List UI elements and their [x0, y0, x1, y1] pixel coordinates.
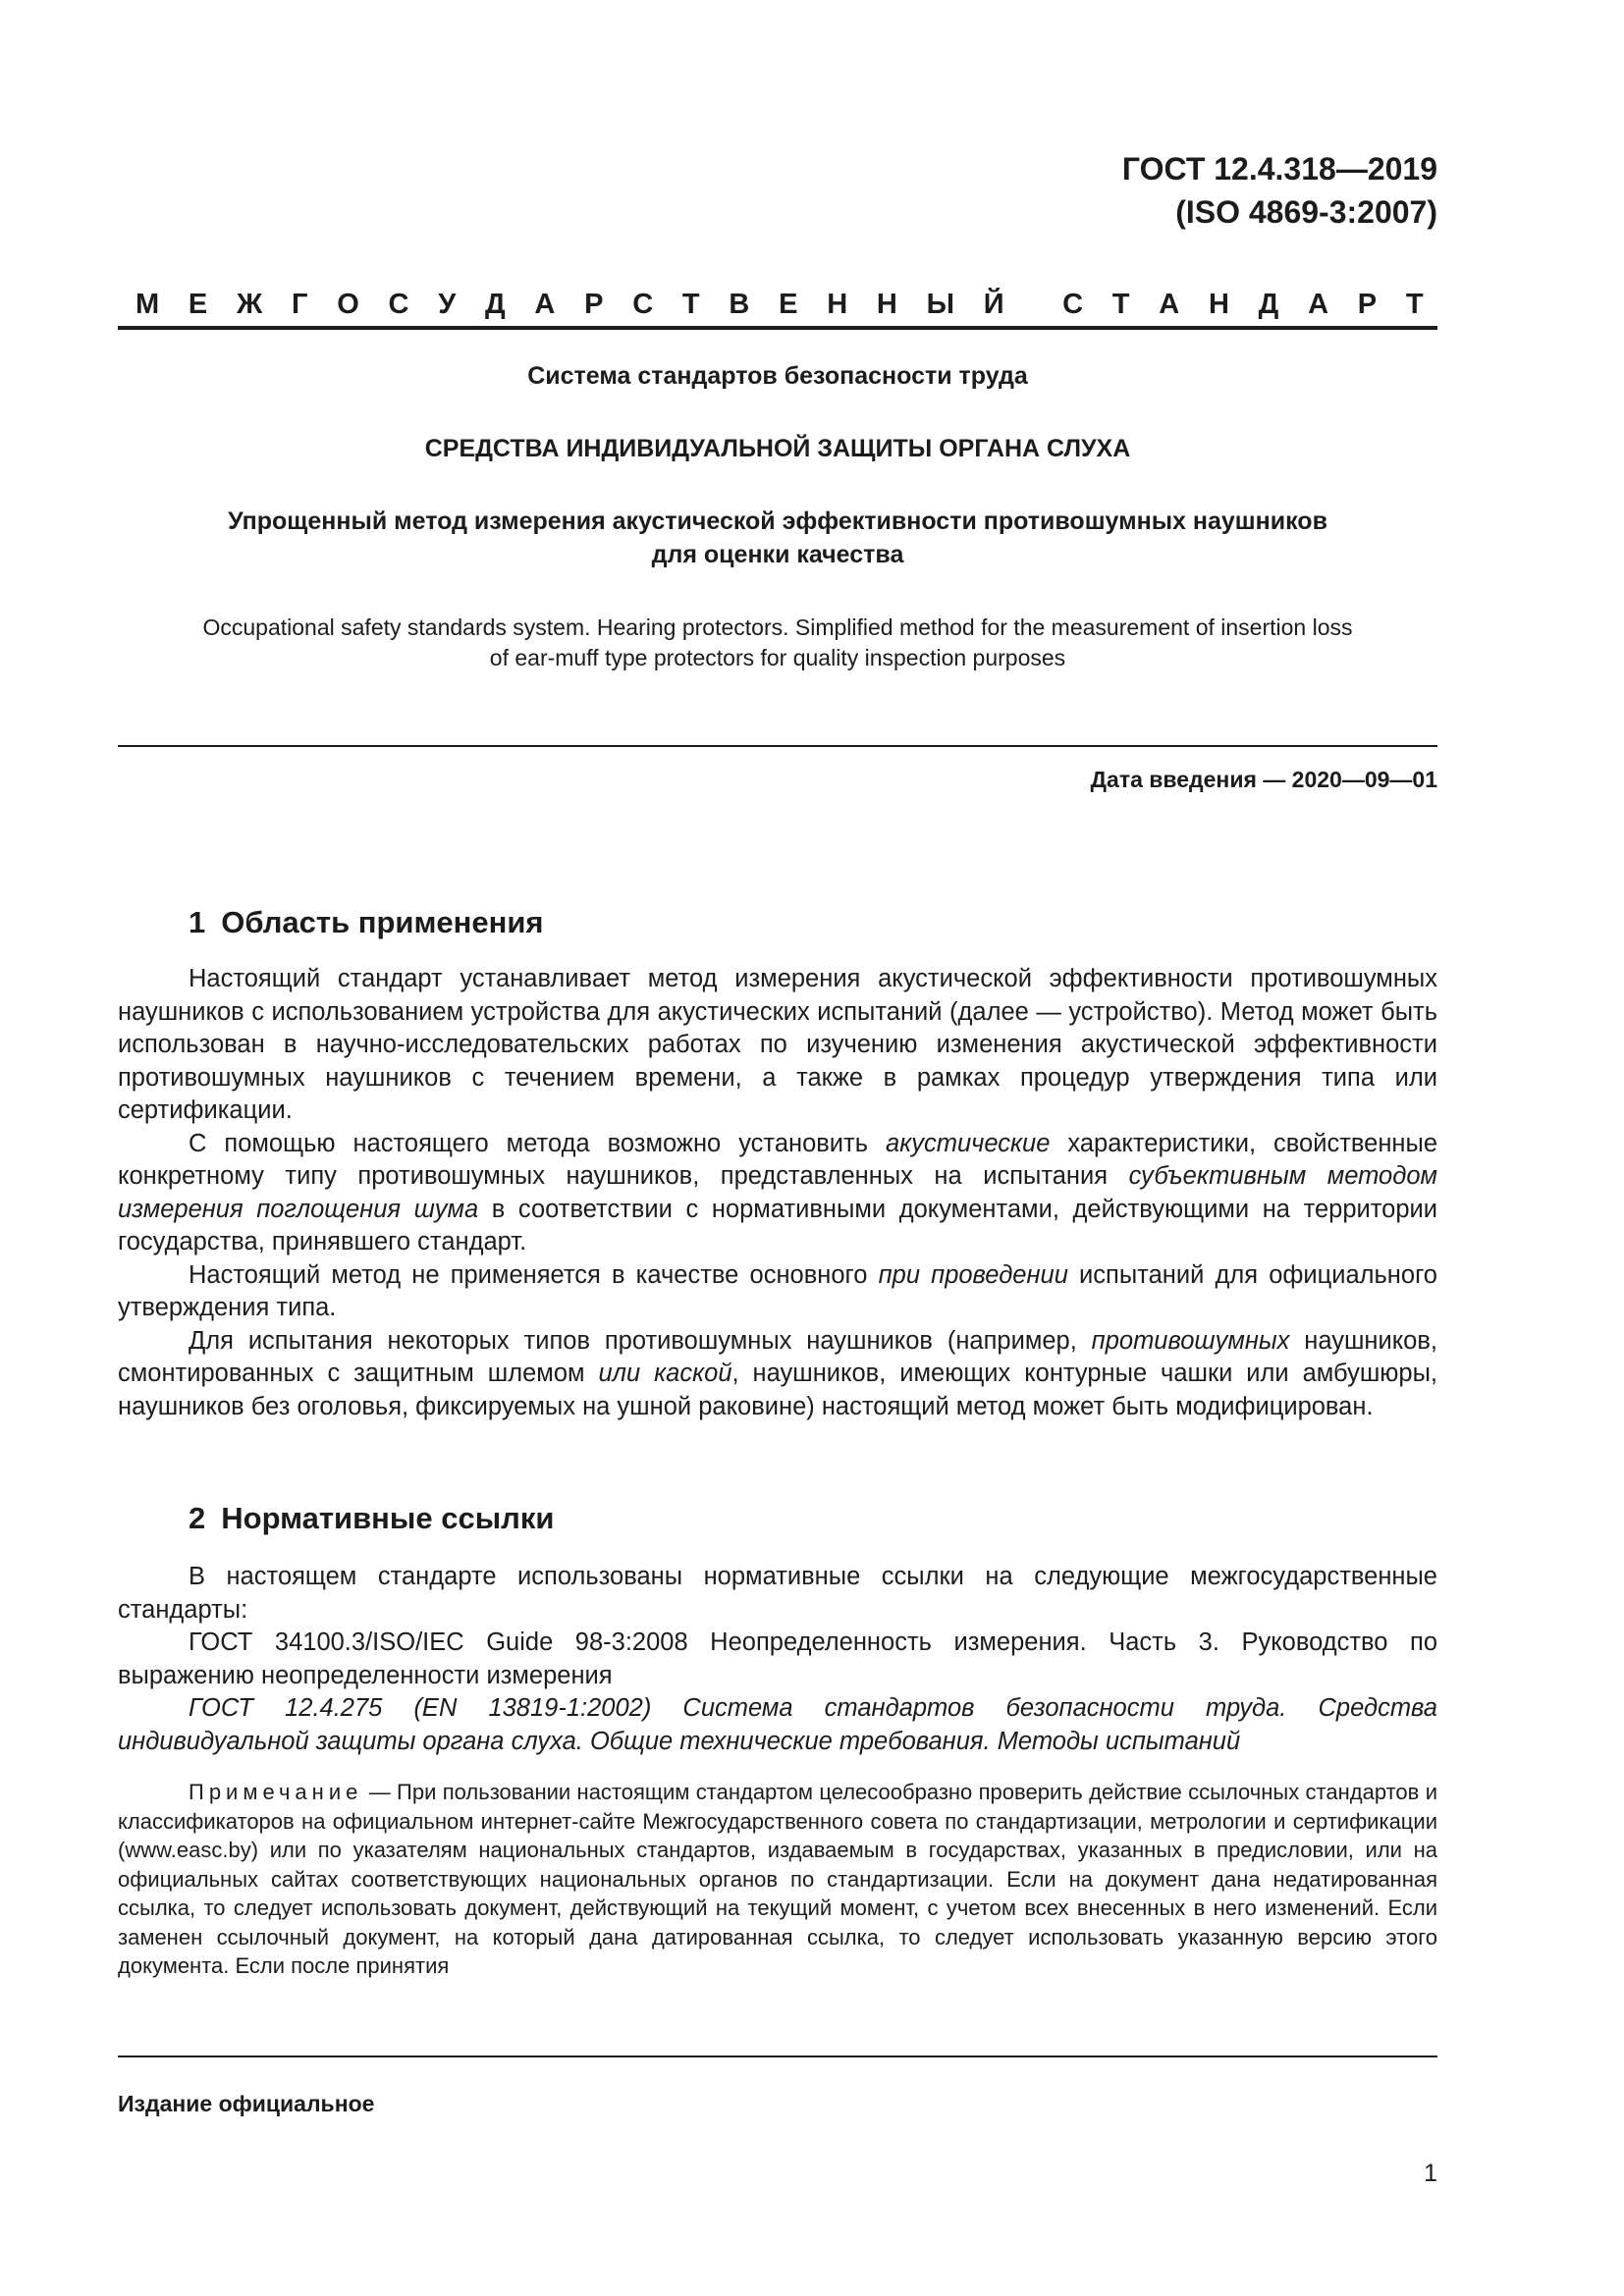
text-run: характеристики, свойственные конкретному типу противошумных наушников, представленных на испытания	[118, 1129, 1438, 1190]
note-paragraph	[118, 1778, 1437, 1981]
italic-run: противошумных	[1091, 1326, 1290, 1355]
text-run: С помощью настоящего метода возможно установить	[189, 1129, 887, 1157]
section-1-number: 1	[189, 905, 206, 939]
section-1-paragraph-4	[118, 1325, 1437, 1424]
reference-gost-12-4-275: ГОСТ 12.4.275 (EN 13819-1:2002) Система стандартов безопасности труда. Средства индивидуальной защиты органа слуха. Общие технические требования. Методы испытаний	[118, 1694, 1437, 1755]
heading-letter: Н	[876, 289, 897, 320]
section-1-heading	[189, 903, 544, 942]
header-rule	[118, 326, 1437, 330]
system-title: Система стандартов безопасности труда	[527, 362, 1028, 390]
heading-letter: Т	[1405, 289, 1424, 320]
heading-letter: С	[632, 289, 654, 320]
official-edition-label: Издание официальное	[118, 2091, 375, 2116]
section-1-paragraph-3	[118, 1259, 1437, 1325]
heading-letter: А	[534, 289, 556, 320]
heading-letter: Д	[1258, 289, 1279, 320]
reference-gost-34100: ГОСТ 34100.3/ISO/IEC Guide 98-3:2008 Неопределенность измерения. Часть 3. Руководство по выражению неопределенности измерения	[118, 1629, 1437, 1689]
english-title	[118, 613, 1437, 673]
heading-letter: С	[388, 289, 409, 320]
section-2-title: Нормативные ссылки	[221, 1501, 555, 1535]
heading-letter: Н	[827, 289, 848, 320]
heading-letter: Р	[584, 289, 604, 320]
note-text: — При пользовании настоящим стандартом целесообразно проверить действие ссылочных стандартов и классификаторов на официальном интернет-сайте Межгосударственного совета по стандартизации, метрологии и сертификации (www.easc.by) или по указателям национальных стандартов, издаваемым в государствах, указанных в предисловии, или на официальных сайтах соответствующих национальных органов по стандартизации. Если на документ дана недатированная ссылка, то следует использовать документ, действующий на текущий момент, с учетом всех внесенных в него изменений. Если заменен ссылочный документ, на который дана датированная ссылка, то следует использовать указанную версию этого документа. Если после принятия	[118, 1780, 1437, 1978]
designation-number: ГОСТ 12.4.318—2019	[1121, 151, 1437, 187]
italic-run: субъективным методом измерения поглощения шума	[118, 1162, 1437, 1223]
interstate-letters	[118, 285, 1437, 324]
section-1-paragraph-2	[118, 1128, 1437, 1259]
heading-letter: О	[337, 289, 359, 320]
english-title-line-1: Occupational safety standards system. Hearing protectors. Simplified method for the measurement of insertion loss	[202, 614, 1353, 640]
heading-letter: Г	[291, 289, 308, 320]
heading-letter: У	[438, 289, 457, 320]
section-2-heading	[189, 1499, 554, 1538]
heading-letter: Т	[1111, 289, 1130, 320]
document-page	[118, 0, 1437, 2296]
heading-letter: С	[1062, 289, 1084, 320]
section-2-paragraph-1: В настоящем стандарте использованы нормативные ссылки на следующие межгосударственные стандарты:	[118, 1563, 1437, 1624]
text-run: наушников, смонтированных с защитным шлемом	[118, 1326, 1437, 1387]
italic-run: или каской	[598, 1360, 732, 1387]
section-2-number: 2	[189, 1501, 206, 1535]
interstate-standard-heading	[118, 285, 1437, 324]
heading-letter: Р	[1357, 289, 1378, 320]
footer-rule	[118, 2056, 1437, 2057]
heading-letter: Т	[681, 289, 700, 320]
heading-letter: Е	[779, 289, 798, 320]
italic-run: при проведении	[878, 1260, 1068, 1289]
section-1-paragraph-1: Настоящий стандарт устанавливает метод измерения акустической эффективности противошумных наушников с использованием устройства для акустических испытаний (далее — устройство). Метод может быть использован в научно-исследовательских работах по изучению изменения акустической эффективности противошумных наушников с течением времени, а также в рамках процедур утверждения типа или сертификации.	[118, 965, 1437, 1124]
note-block	[118, 1778, 1437, 1981]
subtitle-line-2: для оценки качества	[651, 541, 904, 568]
text-run: испытаний для официального утверждения типа.	[118, 1260, 1437, 1321]
title-rule	[118, 745, 1437, 747]
heading-letter: Н	[1208, 289, 1229, 320]
section-1-title: Область применения	[221, 905, 544, 939]
section-1-body	[118, 963, 1437, 1423]
heading-letter: Д	[485, 289, 506, 320]
page-number: 1	[1424, 2160, 1437, 2187]
heading-letter: Ж	[237, 289, 263, 320]
heading-letter: Й	[983, 289, 1004, 320]
heading-letter: Е	[188, 289, 208, 320]
heading-letter: М	[135, 289, 160, 320]
italic-run: акустические	[886, 1129, 1051, 1157]
text-run: , наушников, имеющих контурные чашки или амбушюры, наушников без оголовья, фиксируемых на ушной раковине) настоящий метод может быть модифицирован.	[118, 1360, 1438, 1420]
text-run: Для испытания некоторых типов противошумных наушников (например,	[189, 1326, 1092, 1355]
note-label: Примечание	[189, 1780, 363, 1804]
english-title-line-2: of ear-muff type protectors for quality inspection purposes	[489, 645, 1066, 670]
heading-letter: А	[1159, 289, 1180, 320]
introduction-date: Дата введения — 2020—09—01	[1090, 767, 1437, 792]
text-run: в соответствии с нормативными документами, действующими на территории государства, принявшего стандарт.	[118, 1195, 1437, 1255]
heading-letter: Ы	[926, 289, 954, 320]
subtitle	[118, 505, 1437, 571]
main-title: СРЕДСТВА ИНДИВИДУАЛЬНОЙ ЗАЩИТЫ ОРГАНА СЛУХА	[424, 435, 1131, 462]
standard-designation	[1122, 147, 1437, 234]
section-2-body	[118, 1561, 1437, 1758]
heading-letter: А	[1308, 289, 1329, 320]
designation-iso: (ISO 4869-3:2007)	[1175, 194, 1437, 230]
subtitle-line-1: Упрощенный метод измерения акустической эффективности противошумных наушников	[228, 507, 1327, 535]
heading-letter: В	[729, 289, 750, 320]
text-run: Настоящий метод не применяется в качестве основного	[189, 1260, 879, 1289]
